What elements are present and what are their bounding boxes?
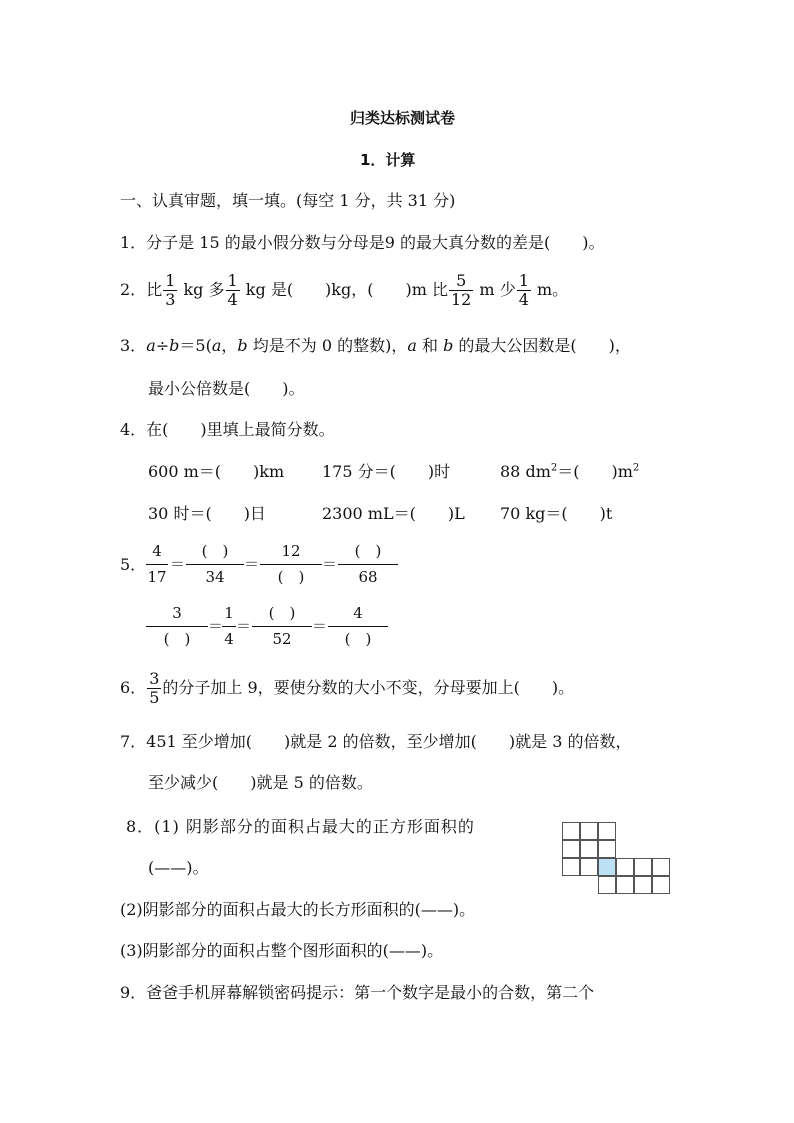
question-9: 9．爸爸手机屏幕解锁密码提示：第一个数字是最小的合数，第二个 bbox=[120, 983, 595, 1002]
grid-cell bbox=[598, 822, 616, 840]
grid-cell bbox=[598, 840, 616, 858]
grid-cell bbox=[634, 876, 652, 894]
question-8-part3: (3)阴影部分的面积占整个图形面积的(——)。 bbox=[120, 941, 444, 960]
fraction: ( ) 34 bbox=[186, 542, 244, 586]
grid-cell bbox=[562, 858, 580, 876]
question-8-part2: (2)阴影部分的面积占最大的长方形面积的(——)。 bbox=[120, 900, 476, 919]
equals-sign: ＝ bbox=[208, 617, 224, 635]
grid-cell bbox=[652, 876, 670, 894]
grid-cell bbox=[598, 876, 616, 894]
q4-item-c: 88 $dm^2=$( )$m^2$ bbox=[500, 462, 640, 481]
grid-cell bbox=[634, 858, 652, 876]
fraction: 3 ( ) bbox=[146, 604, 208, 648]
q4-item-a: 600 m＝( )km bbox=[148, 462, 285, 481]
fraction: ( ) 68 bbox=[338, 542, 398, 586]
grid-cell bbox=[580, 822, 598, 840]
fraction: 12 ( ) bbox=[260, 542, 322, 586]
grid-cell bbox=[652, 858, 670, 876]
grid-cell bbox=[616, 876, 634, 894]
grid-cell bbox=[580, 840, 598, 858]
question-1: 1．分子是 15 的最小假分数与分母是9 的最大真分数的差是( )。 bbox=[120, 233, 605, 252]
shaded-grid-cell bbox=[598, 858, 616, 876]
q4-item-b: 175 分＝( )时 bbox=[322, 462, 451, 481]
question-8-part1: 8．(1) 阴影部分的面积占最大的正方形面积的 bbox=[126, 817, 475, 836]
grid-cell bbox=[580, 858, 598, 876]
question-3-line2: 最小公倍数是( )。 bbox=[148, 379, 305, 398]
equals-sign: ＝ bbox=[322, 555, 338, 573]
part1-heading: 一、认真审题，填一填。(每空 1 分，共 31 分) bbox=[120, 191, 456, 210]
section-title: 1．计算 bbox=[360, 151, 416, 169]
question-5-num: 5． bbox=[120, 555, 147, 574]
question-7-line2: 至少减少( )就是 5 的倍数。 bbox=[148, 773, 373, 792]
question-4-head: 4．在( )里填上最简分数。 bbox=[120, 420, 335, 439]
square-grid-figure bbox=[562, 822, 672, 896]
fraction: $\frac{5}{12}$ bbox=[450, 271, 472, 309]
doc-title: 归类达标测试卷 bbox=[350, 109, 456, 127]
fraction: $\frac{4}{17}$ bbox=[147, 542, 167, 586]
fraction: ( ) 52 bbox=[252, 604, 312, 648]
fraction: $\frac{1}{4}$ bbox=[518, 271, 529, 309]
equals-sign: ＝ bbox=[312, 617, 328, 635]
question-2: 2．比 $\frac{1}{3}$ kg 多 $\frac{1}{4}$ kg 是( )kg，( )m 比 $\frac{5}{12}$ m 少 $\frac{1}{4}$ m。 bbox=[120, 271, 569, 309]
grid-cell bbox=[562, 840, 580, 858]
fraction: $\frac{1}{4}$ bbox=[227, 271, 238, 309]
question-8-part1-blank: (——)。 bbox=[148, 858, 209, 877]
q4-item-f: 70 kg＝( )t bbox=[500, 504, 613, 523]
question-6: 6． $\frac{3}{5}$ 的分子加上 9，要使分数的大小不变，分母要加上( )。 bbox=[120, 669, 575, 707]
grid-cell bbox=[562, 822, 580, 840]
fraction: 4 ( ) bbox=[328, 604, 388, 648]
question-7-line1: 7．451 至少增加( )就是 2 的倍数，至少增加( )就是 3 的倍数， bbox=[120, 732, 632, 751]
fraction: $\frac{1}{4}$ bbox=[222, 604, 236, 648]
fraction: $\frac{1}{3}$ bbox=[165, 271, 176, 309]
question-3-line1: 3．a÷b＝5(a，b 均是不为 0 的整数)，a 和 b 的最大公因数是( )， bbox=[120, 336, 631, 355]
q4-item-e: 2300 mL＝( )L bbox=[322, 504, 465, 523]
equals-sign: ＝ bbox=[170, 555, 186, 573]
q4-item-d: 30 时＝( )日 bbox=[148, 504, 266, 523]
equals-sign: ＝ bbox=[244, 555, 260, 573]
equals-sign: ＝ bbox=[236, 617, 252, 635]
fraction: $\frac{3}{5}$ bbox=[149, 669, 160, 707]
grid-cell bbox=[616, 858, 634, 876]
